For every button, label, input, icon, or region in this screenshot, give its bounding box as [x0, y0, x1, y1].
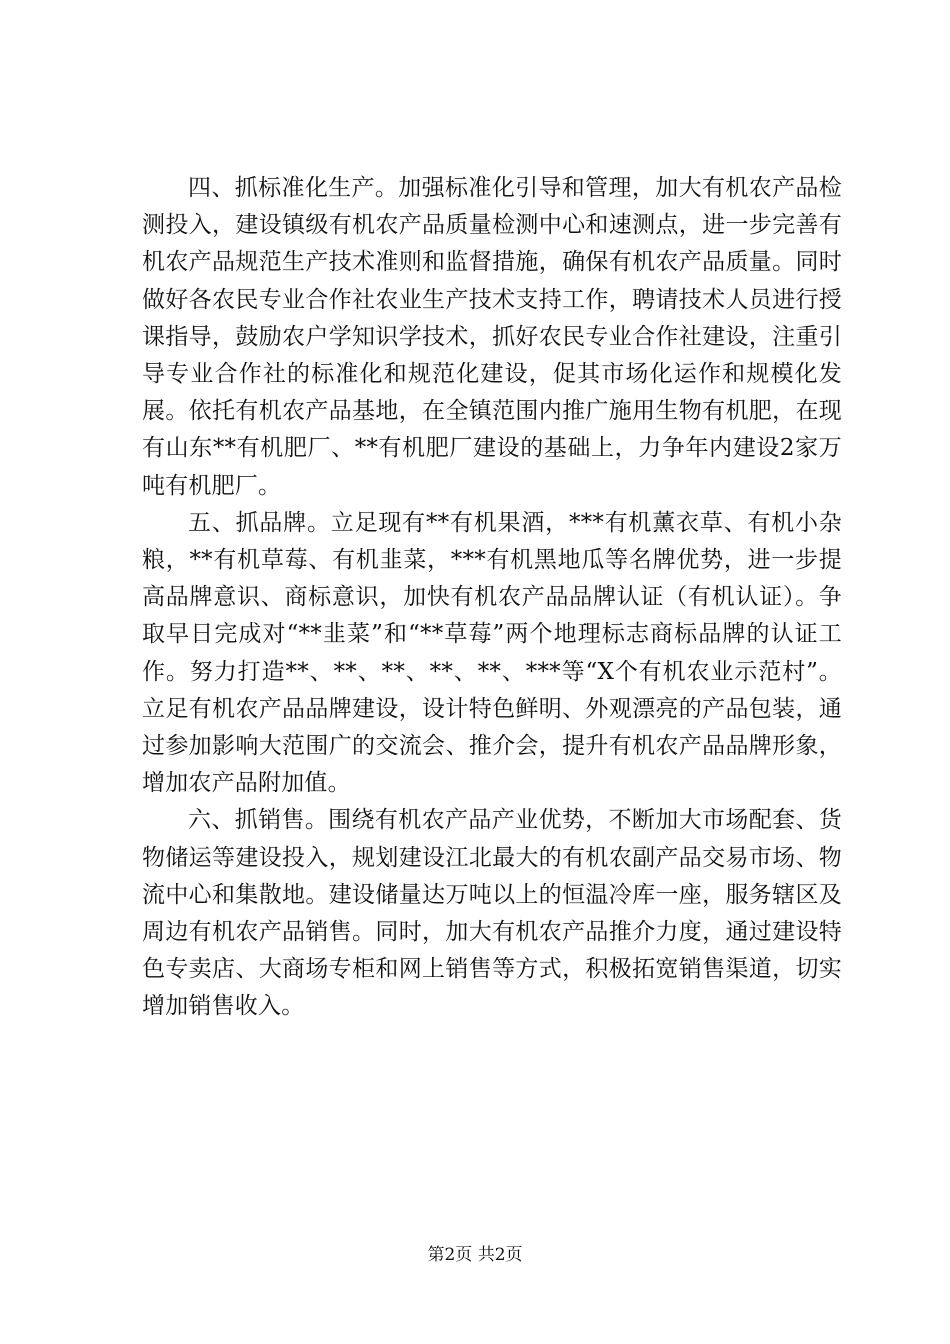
paragraph-standardized-production: 四、抓标准化生产。加强标准化引导和管理，加大有机农产品检测投入，建设镇级有机农产品质量检测中心和速测点，进一步完善有机农产品规范生产技术准则和监督措施，确保有机农产品质量。同时做好各农民专业合作社农业生产技术支持工作，聘请技术人员进行授课指导，鼓励农户学知识学技术，抓好农民专业合作社建设，注重引导专业合作社的标准化和规范化建设，促其市场化运作和规模化发展。依托有机农产品基地，在全镇范围内推广施用生物有机肥，在现有山东**有机肥厂、**有机肥厂建设的基础上，力争年内建设2家万吨有机肥厂。 [142, 175, 842, 499]
document-body [142, 170, 842, 1026]
paragraph-sales: 六、抓销售。围绕有机农产品产业优势，不断加大市场配套、货物储运等建设投入，规划建设江北最大的有机农副产品交易市场、物流中心和集散地。建设储量达万吨以上的恒温冷库一座，服务辖区及周边有机农产品销售。同时，加大有机农产品推介力度，通过建设特色专卖店、大商场专柜和网上销售等方式，积极拓宽销售渠道，切实增加销售收入。 [142, 807, 842, 1020]
page-footer: 第2页 共2页 [427, 1245, 523, 1265]
paragraph-brand: 五、抓品牌。立足现有**有机果酒，***有机薰衣草、有机小杂粮，**有机草莓、有机韭菜，***有机黑地瓜等名牌优势，进一步提高品牌意识、商标意识，加快有机农产品品牌认证（有机认证）。争取早日完成对“**韭菜”和“**草莓”两个地理标志商标品牌的认证工作。努力打造**、**、**、**、**、***等“X个有机农业示范村”。立足有机农产品品牌建设，设计特色鲜明、外观漂亮的产品包装，通过参加影响大范围广的交流会、推介会，提升有机农产品品牌形象，增加农产品附加值。 [142, 509, 842, 797]
